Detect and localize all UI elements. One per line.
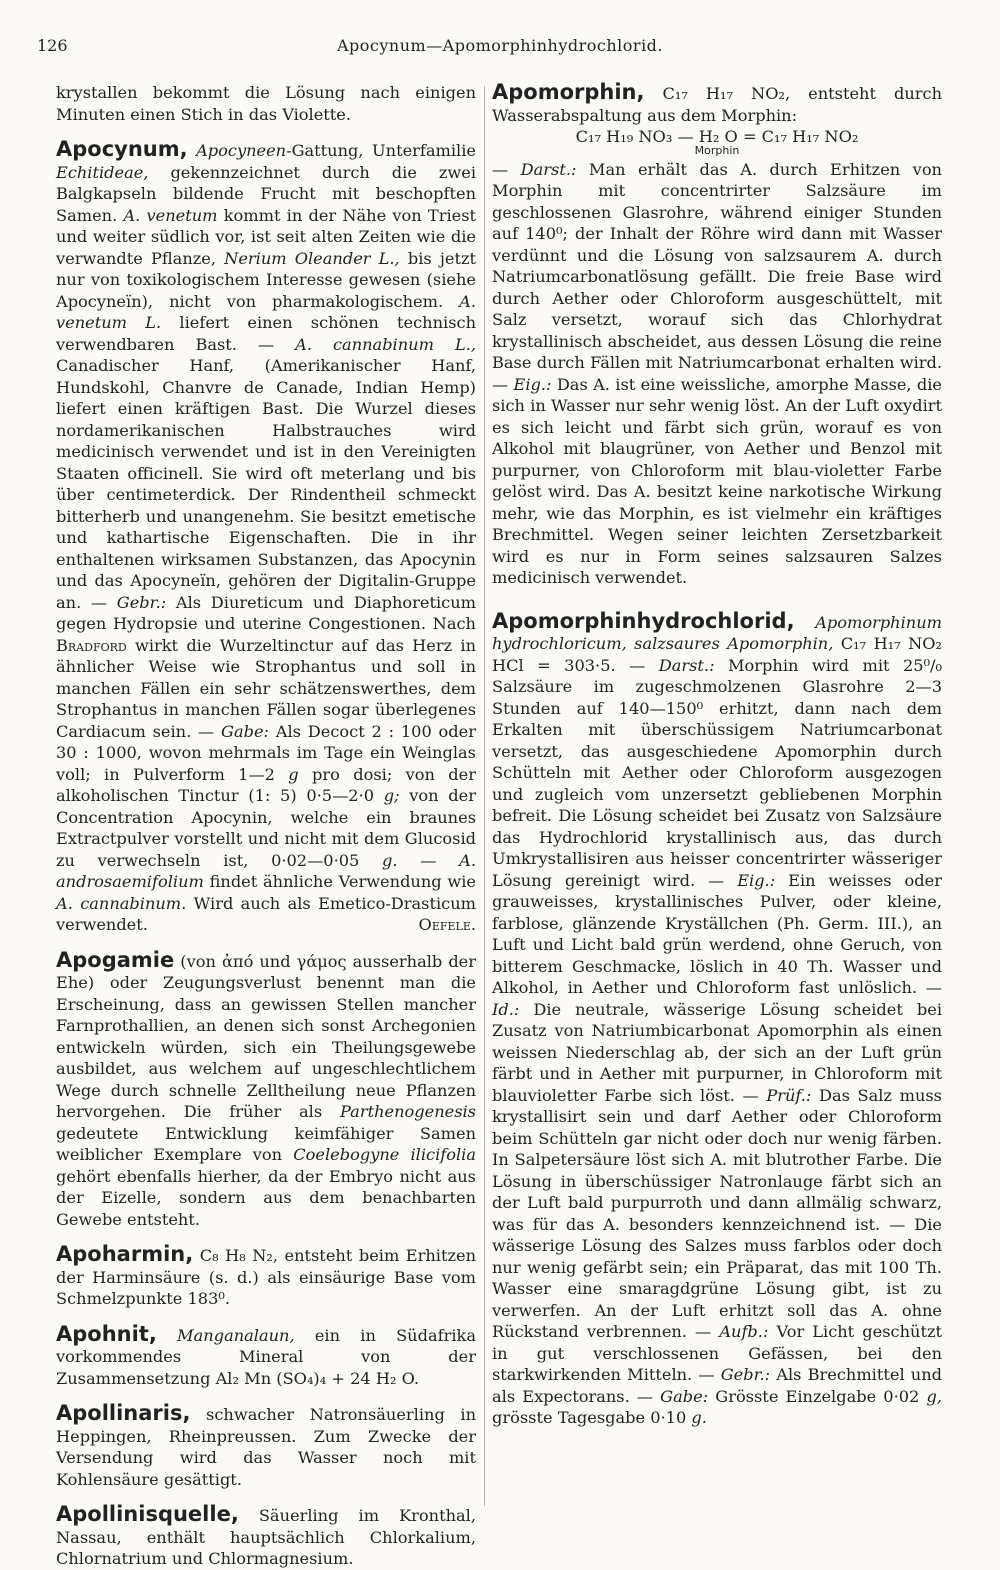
right-column bbox=[492, 82, 942, 1429]
apomorphin-text: — Darst.: Man erhält das A. durch Erhitzen von Morphin mit concentrirter Salzsäure im geschlossenen Glasrohre, während einiger Stunden auf 140⁰; der Inhalt der Röhre wird dann mit Wasser verdünnt und die Lösung von salzsaurem A. durch Natriumcarbonatlösung gefällt. Die freie Base wird durch Aether oder Chloroform ausgeschüttelt, mit Salz versetzt, worauf sich das Chlorhydrat krystallinisch abscheidet, aus dessen Lösung die reine Base durch Fällen mit Natriumcarbonat erhalten wird. — Eig.: Das A. ist eine weissliche, amorphe Masse, die sich in Wasser nur sehr wenig löst. An der Luft oxydirt es sich leicht und färbt sich grün, worauf es von Alkohol mit blaugrüner, von Aether und Benzol mit purpurner, von Chloroform mit blau-violetter Farbe gelöst wird. Das A. besitzt keine narkotische Wirkung mehr, wie das Morphin, es ist vielmehr ein kräftiges Brechmittel. Wegen seiner leichten Zersetzbarkeit wird es nur in Form seines salzsauren Salzes medicinisch verwendet. bbox=[492, 159, 942, 587]
entry-head: Apogamie bbox=[56, 947, 175, 972]
entry-apollinaris: Apollinaris, schwacher Natronsäuerling in Heppingen, Rheinpreussen. Zum Zwecke der Versendung wird das Wasser noch mit Kohlensäure gesättigt. bbox=[56, 1401, 476, 1489]
entry-head: Apohnit, bbox=[56, 1321, 157, 1346]
entry-head: Apollinisquelle, bbox=[56, 1502, 239, 1526]
author-signature: Oefele. bbox=[418, 915, 476, 934]
entry-apomorphin: Apomorphin, C₁₇ H₁₇ NO₂, entsteht durch Wasserabspaltung aus dem Morphin: bbox=[492, 80, 942, 125]
entry-apohnit: Apohnit, Manganalaun, ein in Südafrika vorkommendes Mineral von der Zusammensetzung Al₂ Mn (SO₄)₄ + 24 H₂ O. bbox=[56, 1321, 476, 1388]
entry-head: Apollinaris, bbox=[56, 1401, 191, 1425]
page-number: 126 bbox=[37, 36, 68, 55]
column-rule bbox=[484, 86, 485, 1506]
reaction-formula: C₁₇ H₁₉ NO₃ — H₂ O = C₁₇ H₁₇ NO₂ bbox=[575, 127, 859, 146]
formula-label: Morphin bbox=[694, 143, 740, 157]
entry-head: Apoharmin, bbox=[56, 1242, 194, 1266]
entry-apomorphinhydrochlorid: Apomorphinhydrochlorid, Apomorphinum hydrochloricum, salzsaures Apomorphin, C₁₇ H₁₇ NO₂ HCl = 303·5. — Darst.: Morphin wird mit 25⁰/₀ Salzsäure im zugeschmolzenen Glasrohre 2—3 Stunden auf 140—150⁰ erhitzt, dann nach dem Erkalten mit überschüssigem Natriumcarbonat versetzt, das ausgeschiedene Apomorphin durch Schütteln mit Aether oder Chloroform ausgezogen und zugleich vom unzersetzt gebliebenen Morphin befreit. Die Lösung scheidet bei Zusatz von Salzsäure das Hydrochlorid krystallinisch aus, das durch Umkrystallisiren aus heisser concentrirter wässeriger Lösung gereinigt wird. — Eig.: Ein weisses oder grauweisses, krystallinisches Pulver, oder kleine, farblose, glänzende Kryställchen (Ph. Germ. III.), an Luft und Licht bald grün werdend, ohne Geruch, von bitterem Geschmacke, löslich in 40 Th. Wasser und Alkohol, in Aether und Chloroform fast unlöslich. — Id.: Die neutrale, wässerige Lösung scheidet bei Zusatz von Natriumbicarbonat Apomorphin als einen weissen Niederschlag ab, der sich an der Luft grün färbt und in Aether mit purpurner, in Chloroform mit blauvioletter Farbe sich löst. — Prüf.: Das Salz muss krystallisirt sein und darf Aether oder Chloroform beim Schütteln gar nicht oder doch nur wenig färben. In Salpetersäure löst sich A. mit blutrother Farbe. Die Lösung in überschüssiger Natronlauge färbt sich an der Luft bald purpurroth und dann allmälig schwarz, was für das A. besonders kennzeichnend ist. — Die wässerige Lösung des Salzes muss farblos oder doch nur wenig gefärbt sein; ein Präparat, das mit 100 Th. Wasser eine smaragdgrüne Lösung gibt, ist zu verwerfen. An der Luft erhitzt soll das A. ohne Rückstand verbrennen. — Aufb.: Vor Licht geschützt in gut verschlossenen Gefässen, bei den starkwirkenden Mitteln. — Gebr.: Als Brechmittel und als Expectorans. — Gabe: Grösste Einzelgabe 0·02 g, grösste Tagesgabe 0·10 g. bbox=[492, 608, 942, 1427]
left-column bbox=[56, 82, 476, 1570]
entry-apocynum: Apocynum, Apocyneen-Gattung, Unterfamilie Echitideae, gekennzeichnet durch die zwei Balgkapseln bildende Frucht mit beschopften Samen. A. venetum kommt in der Nähe von Triest und weiter südlich vor, ist seit alten Zeiten wie die verwandte Pflanze, Nerium Oleander L., bis jetzt nur von toxikologischem Interesse gewesen (siehe Apocyneïn), nicht von pharmakologischem. A. venetum L. liefert einen schönen technisch verwendbaren Bast. — A. cannabinum L., Canadischer Hanf, (Amerikanischer Hanf, Hundskohl, Chanvre de Canade, Indian Hemp) liefert einen kräftigen Bast. Die Wurzel dieses nordamerikanischen Halbstrauches wird medicinisch verwendet und ist in den Vereinigten Staaten officinell. Sie wird oft meterlang und bis über centimeterdick. Der Rindentheil schmeckt bitterherb und unangenehm. Sie besitzt emetische und kathartische Eigenschaften. Die in ihr enthaltenen wirksamen Substanzen, das Apocynin und das Apocyneïn, gehören der Digitalin-Gruppe an. — Gebr.: Als Diureticum und Diaphoreticum gegen Hydropsie und uterine Congestionen. Nach Bradford wirkt die Wurzeltinctur auf das Herz in ähnlicher Weise wie Strophantus und soll in manchen Fällen ein sehr schätzenswerthes, dem Strophantus in manchen Fällen sogar überlegenes Cardiacum sein. — Gabe: Als Decoct 2 : 100 oder 30 : 1000, wovon mehrmals im Tage ein Weinglas voll; in Pulverform 1—2 g pro dosi; von der alkoholischen Tinctur (1: 5) 0·5—2·0 g; von der Concentration Apocynin, welche ein braunes Extractpulver vorstellt und nicht mit dem Glucosid zu verwechseln ist, 0·02—0·05 g. — A. androsaemifolium findet ähnliche Verwendung wie A. cannabinum. Wird auch als Emetico-Drasticum verwendet. Oefele. bbox=[56, 137, 477, 934]
running-title: Apocynum—Apomorphinhydrochlorid. bbox=[336, 36, 664, 55]
entry-head: Apomorphin, bbox=[492, 80, 645, 104]
entry-apogamie: Apogamie (von ἀπό und γάμος ausserhalb der Ehe) oder Zeugungsverlust benennt man die Erscheinung, dass an gewissen Stellen mancher Farnprothallien, an denen sich sonst Archegonien entwickeln würden, sich ein Theilungsgewebe ausbildet, aus welchem auf ungeschlechtlichem Wege durch schnelle Zelltheilung neue Pflanzen hervorgehen. Die früher als Parthenogenesis gedeutete Entwicklung keimfähiger Samen weiblicher Exemplare von Coelebogyne ilicifolia gehört ebenfalls hierher, da der Embryo nicht aus der Eizelle, sondern aus dem benachbarten Gewebe entsteht. bbox=[56, 947, 476, 1229]
continuation-text: krystallen bekommt die Lösung nach einigen Minuten einen Stich in das Violette. bbox=[56, 83, 476, 124]
entry-head: Apocynum, bbox=[56, 137, 188, 161]
entry-apollinisquelle: Apollinisquelle, Säuerling im Kronthal, Nassau, enthält hauptsächlich Chlorkalium, Chlornatrium und Chlormagnesium. bbox=[56, 1502, 476, 1568]
entry-head: Apomorphinhydrochlorid, bbox=[492, 608, 795, 633]
entry-apoharmin: Apoharmin, C₈ H₈ N₂, entsteht beim Erhitzen der Harminsäure (s. d.) als einsäurige Base vom Schmelzpunkte 183⁰. bbox=[56, 1242, 476, 1308]
